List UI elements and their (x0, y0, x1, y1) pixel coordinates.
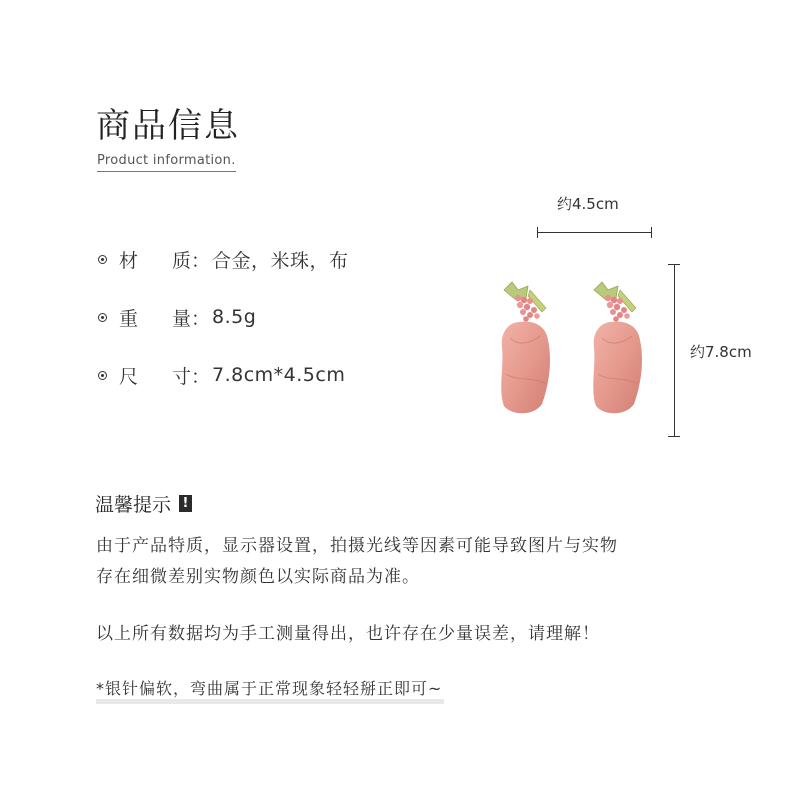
notice-paragraph-1: 由于产品特质，显示器设置，拍摄光线等因素可能导致图片与实物 存在细微差别实物颜色以实际商品为准。 (96, 536, 618, 587)
bullet-icon (98, 371, 107, 380)
width-line (537, 232, 652, 233)
spec-row-weight (98, 305, 256, 329)
notice-title: 温馨提示 ! (95, 490, 192, 517)
bullet-icon (98, 313, 107, 322)
earring-left (501, 282, 550, 413)
page-subtitle: Product information. (97, 153, 236, 172)
footnote: *银针偏软，弯曲属于正常现象轻轻掰正即可~ (96, 679, 443, 698)
width-label: 约4.5cm (557, 195, 619, 213)
spec-row-material (98, 247, 349, 271)
width-tick-right (651, 227, 652, 238)
spec-key: 重 量： (119, 307, 211, 330)
bullet-icon (98, 255, 107, 264)
exclamation-icon: ! (179, 495, 192, 512)
earrings-image (490, 278, 660, 423)
earring-right (593, 282, 642, 413)
width-tick-left (537, 227, 538, 238)
footnote-highlight (96, 699, 444, 704)
spec-value: 8.5g (212, 306, 257, 328)
notice-paragraph-2: 以上所有数据均为手工测量得出，也许存在少量误差，请理解！ (96, 624, 600, 644)
height-label: 约7.8cm (690, 343, 752, 361)
spec-value: 7.8cm*4.5cm (212, 364, 346, 386)
height-tick-top (668, 264, 680, 265)
spec-value: 合金，米珠，布 (212, 249, 349, 272)
spec-key: 材 质： (119, 249, 211, 272)
page-title: 商品信息 (96, 106, 240, 146)
spec-row-size (98, 363, 345, 387)
height-tick-bottom (668, 436, 680, 437)
spec-key: 尺 寸： (119, 365, 211, 388)
height-line (674, 264, 675, 436)
